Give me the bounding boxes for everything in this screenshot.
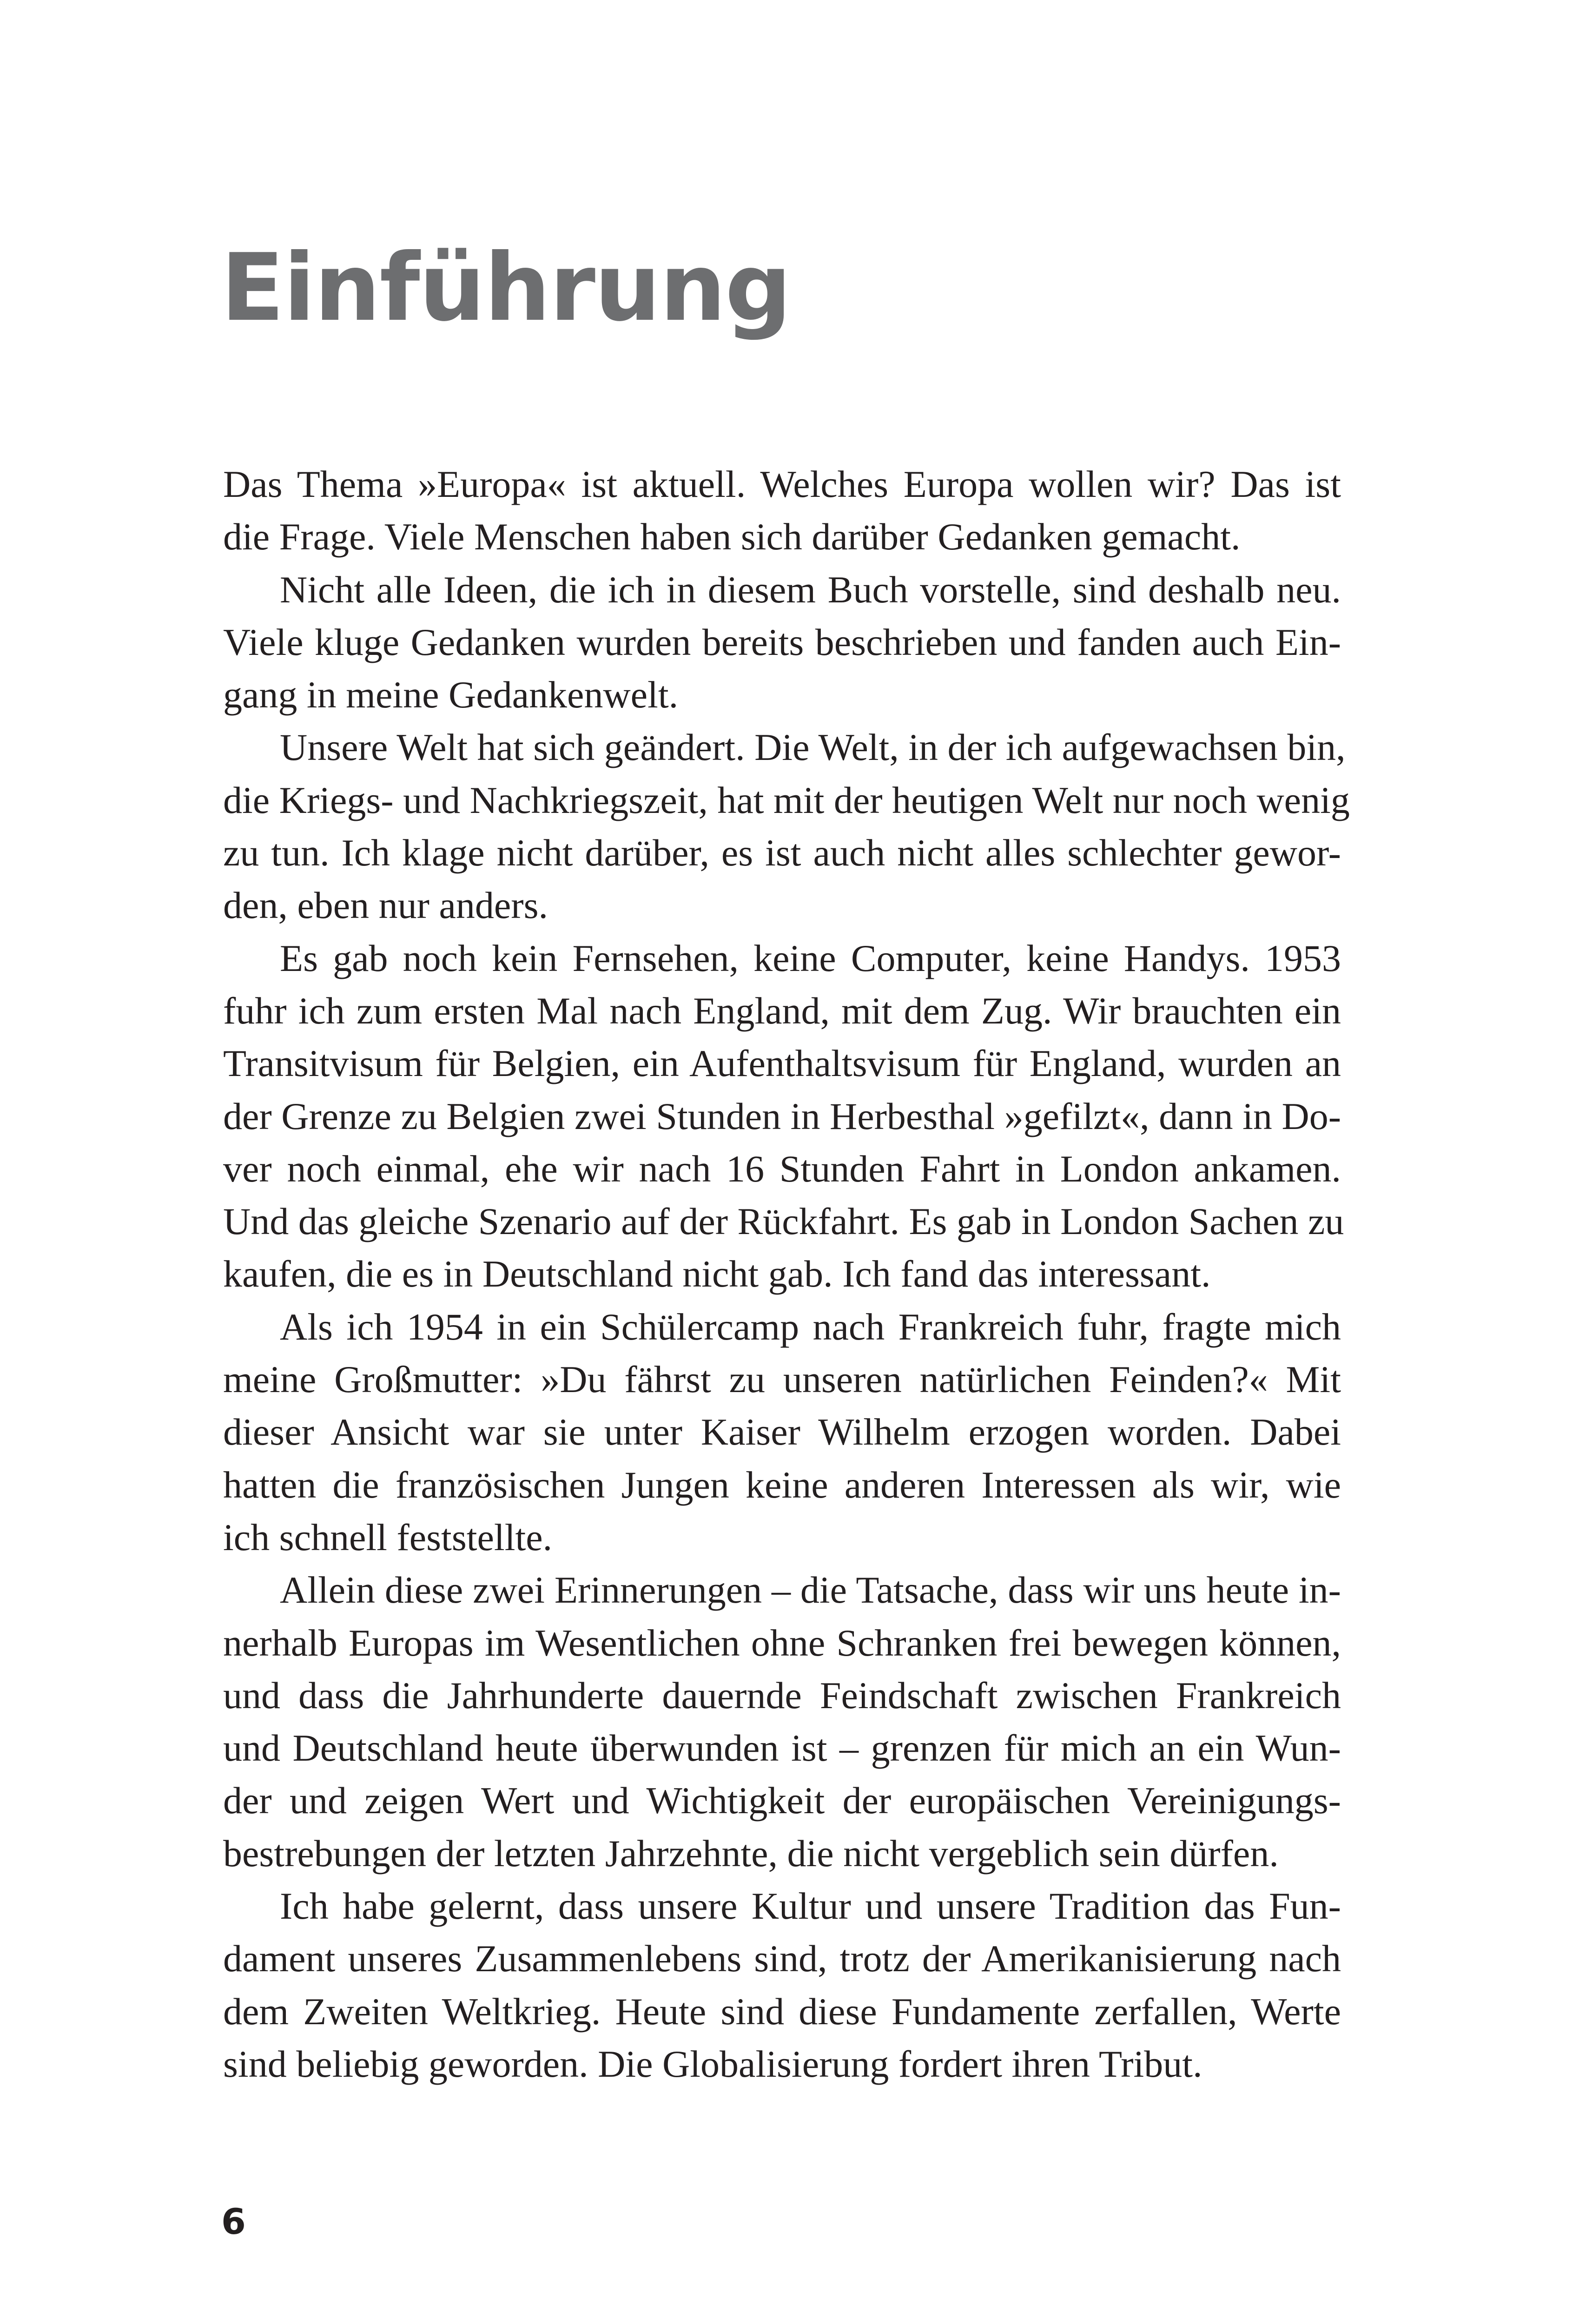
text-line: Transitvisum für Belgien, ein Aufenthaltsvisum für England, wurden an [223,1042,1341,1085]
text-line: die Kriegs- und Nachkriegszeit, hat mit der heutigen Welt nur noch wenig [223,779,1350,821]
paragraph-6 [223,1564,1341,1880]
text-line: nerhalb Europas im Wesentlichen ohne Schranken frei bewegen können, [223,1621,1341,1664]
text-line: Das Thema »Europa« ist aktuell. Welches Europa wollen wir? Das ist [223,463,1341,505]
text-line: Viele kluge Gedanken wurden bereits beschrieben und fanden auch Ein- [223,621,1341,663]
text-line: Es gab noch kein Fernsehen, keine Computer, keine Handys. 1953 [280,937,1341,979]
text-line: Und das gleiche Szenario auf der Rückfahrt. Es gab in London Sachen zu [223,1200,1344,1243]
paragraph-7 [223,1880,1341,2090]
text-line: sind beliebig geworden. Die Globalisierung fordert ihren Tribut. [223,2042,1202,2085]
text-line: dament unseres Zusammenlebens sind, trotz der Amerikanisierung nach [223,1937,1341,1980]
text-line: ich schnell feststellte. [223,1516,553,1558]
text-line: Als ich 1954 in ein Schülercamp nach Frankreich fuhr, fragte mich [280,1305,1341,1348]
paragraph-1 [223,458,1341,563]
paragraph-4 [223,932,1344,1301]
paragraph-3 [223,721,1350,931]
text-line: Unsere Welt hat sich geändert. Die Welt, in der ich aufgewachsen bin, [280,726,1346,769]
text-line: den, eben nur anders. [223,884,548,927]
paragraph-5 [223,1301,1341,1564]
page-number: 6 [221,2201,246,2242]
text-line: Allein diese zwei Erinnerungen – die Tatsache, dass wir uns heute in- [280,1569,1341,1611]
chapter-title: Einführung [221,234,791,342]
body-text [223,458,1350,2090]
paragraph-2 [223,563,1341,721]
text-line: bestrebungen der letzten Jahrzehnte, die nicht vergeblich sein dürfen. [223,1832,1279,1875]
text-line: der Grenze zu Belgien zwei Stunden in Herbesthal »gefilzt«, dann in Do- [223,1095,1341,1137]
text-line: hatten die französischen Jungen keine anderen Interessen als wir, wie [223,1463,1341,1506]
text-line: dem Zweiten Weltkrieg. Heute sind diese Fundamente zerfallen, Werte [223,1990,1341,2033]
text-line: dieser Ansicht war sie unter Kaiser Wilhelm erzogen worden. Dabei [223,1411,1341,1453]
text-line: der und zeigen Wert und Wichtigkeit der europäischen Vereinigungs- [223,1779,1341,1822]
text-line: Ich habe gelernt, dass unsere Kultur und unsere Tradition das Fun- [280,1885,1341,1928]
text-line: fuhr ich zum ersten Mal nach England, mit dem Zug. Wir brauchten ein [223,989,1341,1032]
text-line: zu tun. Ich klage nicht darüber, es ist auch nicht alles schlechter gewor- [223,832,1341,874]
text-line: Nicht alle Ideen, die ich in diesem Buch vorstelle, sind deshalb neu. [280,568,1341,611]
text-line: und Deutschland heute überwunden ist – grenzen für mich an ein Wun- [223,1727,1341,1769]
text-line: meine Großmutter: »Du fährst zu unseren natürlichen Feinden?« Mit [223,1358,1341,1401]
text-line: ver noch einmal, ehe wir nach 16 Stunden Fahrt in London ankamen. [223,1147,1341,1190]
text-line: gang in meine Gedankenwelt. [223,673,679,716]
text-line: und dass die Jahrhunderte dauernde Feindschaft zwischen Frankreich [223,1674,1341,1717]
text-line: kaufen, die es in Deutschland nicht gab. Ich fand das interessant. [223,1253,1211,1295]
text-line: die Frage. Viele Menschen haben sich darüber Gedanken gemacht. [223,515,1241,558]
